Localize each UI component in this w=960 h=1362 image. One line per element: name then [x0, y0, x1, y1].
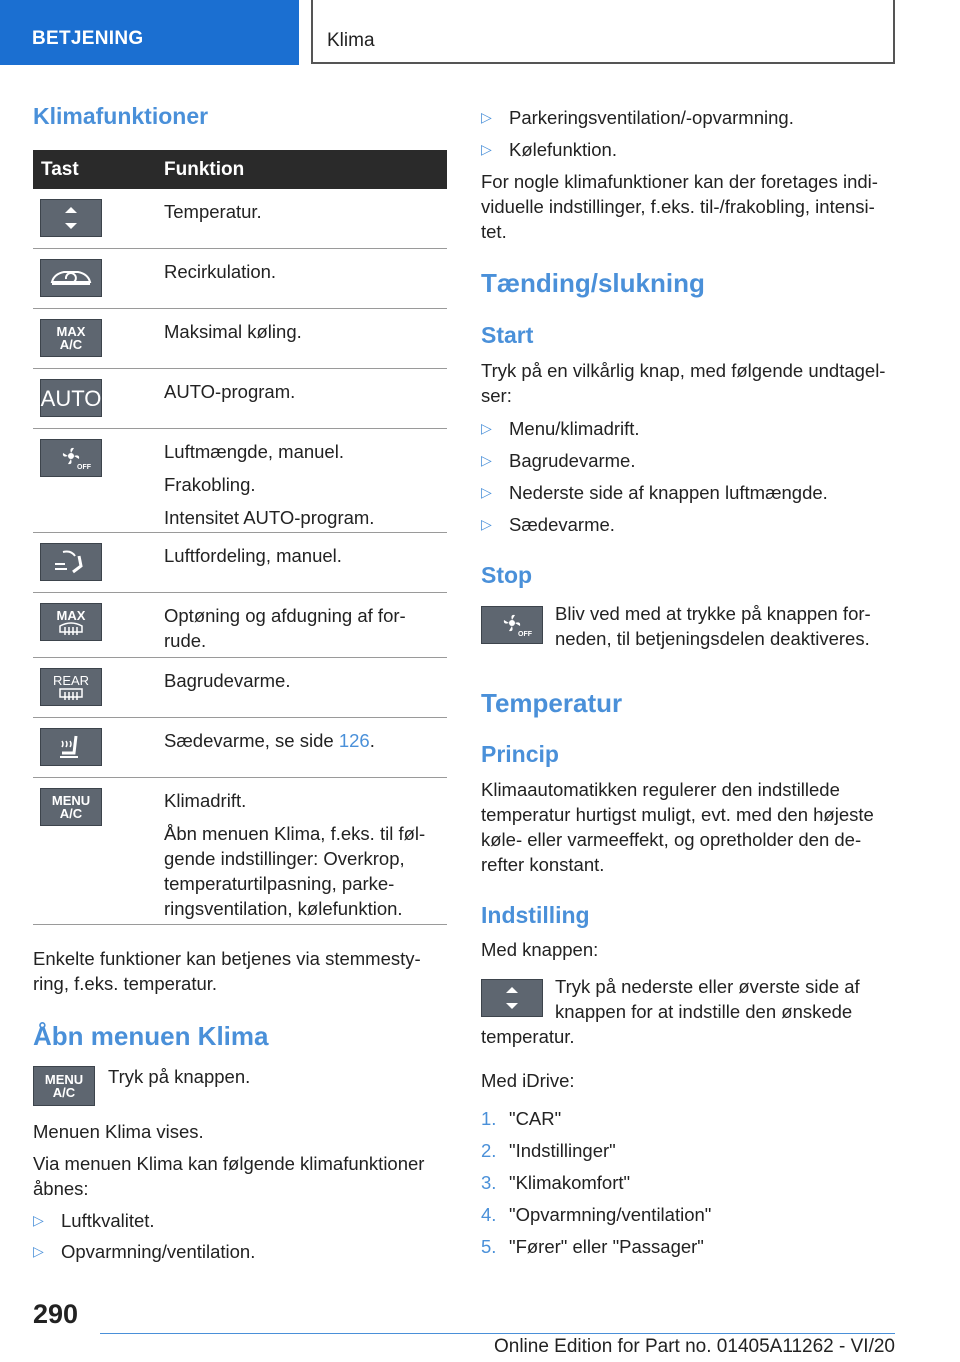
menu-shown-text: Menuen Klima vises. [33, 1121, 204, 1142]
bullet-triangle-icon: ▷ [481, 516, 492, 532]
table-cell-function: Bagrudevarme. [164, 670, 291, 691]
menu-ac-icon: MENU A/C [33, 1066, 95, 1106]
header-chapter-box [311, 0, 895, 64]
button-instruction-tail: temperatur. [481, 1026, 575, 1047]
table-header-function: Funktion [164, 159, 245, 180]
rear-defrost-icon: REAR [40, 668, 102, 706]
footer-divider [100, 1333, 895, 1334]
footer-edition: Online Edition for Part no. 01405A11262 - VI/20 [493, 1336, 895, 1357]
button-instruction: Tryk på nederste eller øverste side af knappen for at indstille den ønskede [555, 976, 860, 1022]
air-distribution-icon [40, 543, 102, 581]
individual-settings-note: For nogle klimafunktioner kan der foretages indi- viduelle indstillinger, f.eks. til-/frakobling, intensi- tet. [481, 171, 878, 242]
max-defrost-icon: MAX [40, 603, 102, 641]
temperature-arrows-icon [481, 979, 543, 1017]
voice-control-note: Enkelte funktioner kan betjenes via stemmesty- ring, f.eks. temperatur. [33, 948, 421, 994]
principle-text: Klimaautomatikken regulerer den indstillede temperatur hurtigst muligt, evt. med den højeste køle- eller varmeeffekt, og opretholder den de- refter konstant. [481, 779, 874, 875]
table-cell-function: Klimadrift. Åbn menuen Klima, f.eks. til føl- gende indstillinger: Overkrop, temperaturtilpasning, parke- ringsventilation, kølefunktion. [164, 790, 426, 919]
header-section-label: BETJENING [32, 28, 144, 49]
start-heading: Start [481, 322, 534, 348]
table-row [33, 369, 447, 429]
auto-icon: AUTO [40, 379, 102, 417]
svg-text:OFF: OFF [77, 464, 91, 471]
bullet-triangle-icon: ▷ [33, 1243, 44, 1259]
temperature-heading: Temperatur [481, 688, 623, 718]
table-cell-function: Optøning og afdugning af for- rude. [164, 605, 406, 651]
table-row [33, 593, 447, 658]
table-row [33, 309, 447, 369]
principle-heading: Princip [481, 741, 559, 767]
table-row [33, 533, 447, 593]
klimafunktioner-heading: Klimafunktioner [33, 103, 209, 129]
with-button-text: Med knappen: [481, 939, 599, 960]
table-cell-function: Sædevarme, se side 126. [164, 730, 375, 751]
table-row [33, 249, 447, 309]
table-cell-function: Luftmængde, manuel. Frakobling. Intensitet AUTO-program. [164, 441, 375, 528]
table-header-key: Tast [41, 159, 79, 180]
table-row [33, 718, 447, 778]
bullet-triangle-icon: ▷ [481, 420, 492, 436]
with-idrive-text: Med iDrive: [481, 1070, 575, 1091]
bullet-triangle-icon: ▷ [481, 141, 492, 157]
menu-ac-icon: MENU A/C [40, 788, 102, 826]
header-chapter-label: Klima [327, 30, 375, 51]
header-section-tab [0, 0, 299, 65]
svg-text:OFF: OFF [518, 631, 532, 638]
open-menu-heading: Åbn menuen Klima [33, 1021, 269, 1051]
table-cell-function: Luftfordeling, manuel. [164, 545, 342, 566]
on-off-heading: Tænding/slukning [481, 268, 705, 298]
page-link-126[interactable]: 126 [338, 730, 370, 751]
setting-heading: Indstilling [481, 902, 590, 928]
stop-text: Bliv ved med at trykke på knappen for- neden, til betjeningsdelen deaktiveres. [555, 603, 871, 649]
stop-heading: Stop [481, 562, 533, 588]
page-number: 290 [33, 1299, 79, 1329]
fan-off-icon [40, 439, 102, 477]
table-row [33, 189, 447, 249]
start-text: Tryk på en vilkårlig knap, med følgende undtagel- ser: [481, 360, 886, 406]
bullet-triangle-icon: ▷ [481, 109, 492, 125]
recirculation-car-icon [40, 259, 102, 297]
fan-off-icon [481, 606, 543, 644]
bullet-triangle-icon: ▷ [33, 1212, 44, 1228]
bullet-triangle-icon: ▷ [481, 484, 492, 500]
table-row [33, 429, 447, 533]
table-row [33, 778, 447, 925]
seat-heating-icon [40, 728, 102, 766]
table-row [33, 658, 447, 718]
functions-table [33, 150, 447, 925]
table-cell-function: Recirkulation. [164, 261, 277, 282]
bullet-triangle-icon: ▷ [481, 452, 492, 468]
open-menu-instruction: Tryk på knappen. [108, 1066, 251, 1087]
max-ac-icon: MAX A/C [40, 319, 102, 357]
table-cell-function: AUTO-program. [164, 381, 296, 402]
table-header [33, 150, 447, 189]
temperature-arrows-icon [40, 199, 102, 237]
table-cell-function: Maksimal køling. [164, 321, 302, 342]
table-cell-function: Temperatur. [164, 201, 262, 222]
via-menu-text: Via menuen Klima kan følgende klimafunktioner åbnes: [33, 1153, 425, 1199]
